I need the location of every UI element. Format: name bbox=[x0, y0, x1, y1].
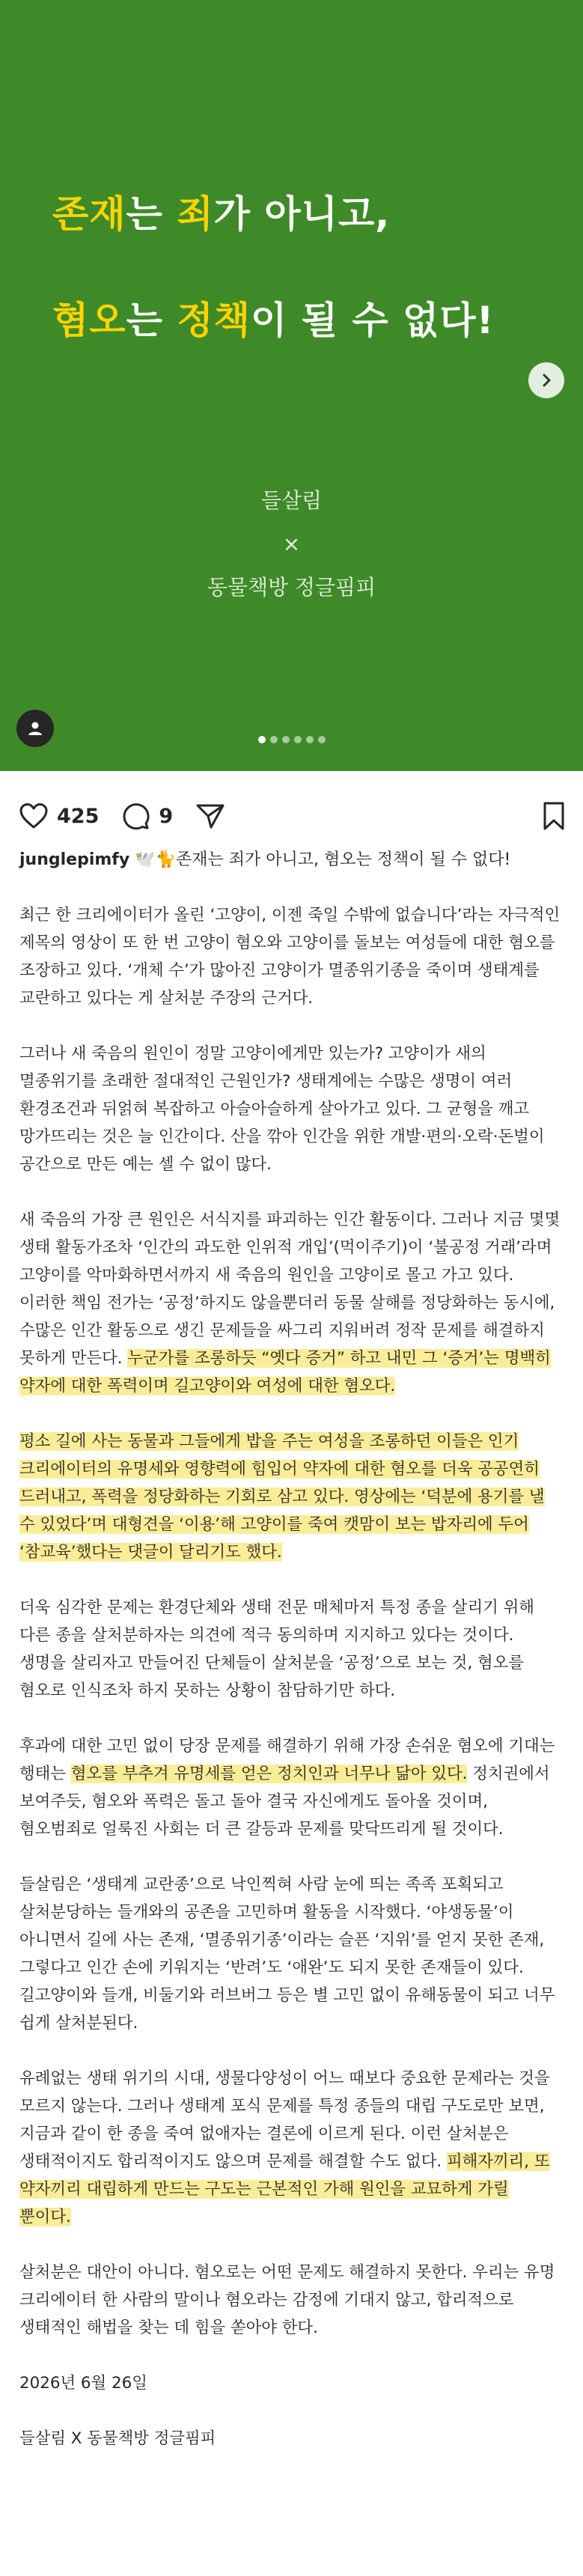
paragraph-text: 그러나 새 죽음의 원인이 정말 고양이에게만 있는가? 고양이가 새의 멸종위기를 초래한 절대적인 근원인가? 생태계에는 수많은 생명이 여러 환경조건과 뒤얽혀 복잡하고 아슬아슬하게 살아가고 있다. 그 균형을 깨고 망가뜨리는 것은 늘 인간이다. 산을 깎아 인간을 위한 개발·편의·오락·돈벌이 공간으로 만든 예는 셀 수 없이 많다. bbox=[19, 1044, 545, 1174]
slide-headline bbox=[52, 161, 546, 374]
headline-emphasis: 죄 bbox=[177, 192, 214, 236]
next-slide-button[interactable] bbox=[528, 362, 564, 398]
caption-emojis: 🕊️🐈 bbox=[135, 850, 176, 869]
headline-emphasis: 정책 bbox=[177, 299, 251, 342]
share-action[interactable] bbox=[195, 802, 225, 830]
paragraph-text: 새 죽음의 가장 큰 원인은 서식지를 파괴하는 인간 활동이다. 그러나 지금 몇몇 생태 활동가조차 ‘인간의 과도한 인위적 개입’(먹이주기)이 ‘불공정 거래’라며 고양이를 악마화하면서까지 새 죽음의 원인을 고양이로 몰고 가고 있다. 이러한 책임 전가는 ‘공정’하지도 않을뿐더러 동물 살해를 정당화하는 동시에, 수많은 인간 활동으로 생긴 문제들을 싸그리 지워버려 정작 문제를 해결하지 못하게 만든다. bbox=[19, 1211, 561, 1368]
headline-text: 가 아니고, bbox=[213, 192, 391, 236]
paragraph-text: 살처분은 대안이 아니다. 혐오로는 어떤 문제도 해결하지 못한다. 우리는 유명 크리에이터 한 사람의 말이나 혐오라는 감정에 기대지 않고, 합리적으로 생태적인 해법을 찾는 데 힘을 쏟아야 한다. bbox=[19, 2263, 555, 2337]
credit-org: 들살림 bbox=[260, 488, 323, 513]
headline-text: 는 bbox=[126, 299, 177, 342]
carousel-dot bbox=[282, 736, 290, 743]
caption-paragraph bbox=[19, 1871, 563, 2037]
caption-paragraph bbox=[19, 1428, 563, 1566]
caption-paragraph bbox=[19, 2259, 563, 2342]
highlighted-text: 피해자끼리, 또 약자끼리 대립하게 만드는 구도는 근본적인 가해 원인을 교묘하게 가릴 뿐이다. bbox=[19, 2152, 550, 2226]
paragraph-text: 유례없는 생태 위기의 시대, 생물다양성이 어느 때보다 중요한 문제라는 것을 모르지 않는다. 그러나 생태계 포식 문제를 특정 종들의 대립 구도로만 보면, 지금과 같이 한 종을 죽여 없애자는 결론에 이르게 된다. 이런 살처분은 생태적이지도 합리적이지도 않으며 문제를 해결할 수도 없다. bbox=[19, 2069, 550, 2171]
paragraph-text: 들살림은 ‘생태계 교란종’으로 낙인찍혀 사람 눈에 띄는 족족 포획되고 살처분당하는 들개와의 공존을 고민하며 활동을 시작했다. ‘야생동물’이 아니면서 길에 사는 존재, ‘멸종위기종’이라는 슬픈 ‘지위’를 얻지 못한 존재, 그렇다고 인간 손에 키워지는 ‘반려’도 ‘애완’도 되지 못한 존재들이 있다. 길고양이와 들개, 비둘기와 러브버그 등은 별 고민 없이 유해동물이 되고 너무 쉽게 살처분된다. bbox=[19, 1875, 555, 2033]
paragraph-text: 후과에 대한 고민 없이 당장 문제를 해결하기 위해 가장 손쉬운 혐오에 기대는 행태는 bbox=[19, 1737, 555, 1783]
like-count: 425 bbox=[57, 804, 100, 828]
paragraph-text: 최근 한 크리에이터가 올린 ‘고양이, 이젠 죽일 수밖에 없습니다’라는 자극적인 제목의 영상이 또 한 번 고양이 혐오와 고양이를 돌보는 여성들에 대한 혐오를 조장하고 있다. ‘개체 수’가 많아진 고양이가 멸종위기종을 죽이며 생태계를 교란하고 있다는 게 살처분 주장의 근거다. bbox=[19, 906, 561, 1008]
caption-paragraph bbox=[19, 1594, 563, 1705]
headline-line-2 bbox=[52, 267, 546, 374]
like-action[interactable] bbox=[19, 803, 121, 829]
slide-credit bbox=[0, 479, 583, 609]
bookmark-icon[interactable] bbox=[542, 801, 566, 831]
user-icon bbox=[26, 719, 44, 737]
heart-icon[interactable] bbox=[19, 803, 48, 829]
headline-text: 이 될 수 없다! bbox=[250, 299, 495, 342]
caption-date: 2026년 6월 26일 bbox=[19, 2374, 147, 2393]
paragraph-text: 더욱 심각한 문제는 환경단체와 생태 전문 매체마저 특정 종을 살리기 위해 다른 종을 살처분하자는 의견에 적극 동의하며 지지하고 있다는 것이다. 생명을 살리자고 만들어진 단체들이 살처분을 ‘공정’으로 보는 것, 혐오를 혐오로 인식조차 하지 못하는 상황이 참담하기만 하다. bbox=[19, 1598, 534, 1700]
caption-paragraph bbox=[19, 1206, 563, 1400]
caption-title: 존재는 죄가 아니고, 혐오는 정책이 될 수 없다! bbox=[176, 850, 511, 869]
post-action-bar bbox=[19, 795, 566, 837]
post-caption bbox=[19, 846, 563, 2480]
paragraph-text: 정치권에서 보여주듯, 혐오와 폭력은 돌고 돌아 결국 자신에게도 돌아올 것이며, 혐오범죄로 얼룩진 사회는 더 큰 갈등과 문제를 맞닥뜨리게 될 것이다. bbox=[19, 1764, 550, 1839]
comment-icon[interactable] bbox=[121, 802, 150, 830]
highlighted-text: 누군가를 조롱하듯 “옛다 증거” 하고 내민 그 ‘증거’는 명백히 약자에 대한 폭력이며 길고양이와 여성에 대한 혐오다. bbox=[19, 1349, 551, 1395]
highlighted-text: 혐오를 부추겨 유명세를 얻은 정치인과 너무나 닮아 있다. bbox=[70, 1764, 468, 1783]
carousel-dot bbox=[318, 736, 326, 743]
comment-action[interactable] bbox=[121, 802, 195, 830]
credit-partner: 동물책방 정글핌피 bbox=[207, 575, 376, 600]
comment-count: 9 bbox=[159, 804, 174, 828]
highlighted-text: 평소 길에 사는 동물과 그들에게 밥을 주는 여성을 조롱하던 이들은 인기 크리에이터의 유명세와 영향력에 힘입어 약자에 대한 혐오를 더욱 공공연히 드러내고, 폭력을 정당화하는 기회로 삼고 있다. 영상에는 ‘덕분에 용기를 낼 수 있었다’며 대형견을 ‘이용’해 고양이를 죽여 캣맘이 보는 밥자리에 두어 ‘참교육’했다는 댓글이 달리기도 했다. bbox=[19, 1432, 545, 1562]
caption-title-line bbox=[19, 846, 563, 874]
headline-text: 는 bbox=[126, 192, 177, 236]
caption-paragraph bbox=[19, 1040, 563, 1178]
credit-separator: × bbox=[282, 532, 301, 556]
caption-paragraph bbox=[19, 901, 563, 1012]
headline-emphasis: 존재 bbox=[52, 192, 126, 236]
carousel-dot bbox=[270, 736, 278, 743]
caption-signature: 들살림 X 동물책방 정글핌피 bbox=[19, 2429, 216, 2448]
username-link[interactable]: junglepimfy bbox=[19, 850, 130, 869]
carousel-dot bbox=[258, 736, 266, 743]
chevron-right-icon bbox=[538, 372, 555, 389]
send-icon[interactable] bbox=[195, 802, 225, 830]
carousel-indicator bbox=[0, 736, 583, 743]
headline-line-1 bbox=[52, 161, 546, 267]
post-image-slide[interactable] bbox=[0, 0, 583, 771]
carousel-dot bbox=[294, 736, 302, 743]
carousel-dot bbox=[306, 736, 314, 743]
caption-paragraph bbox=[19, 2065, 563, 2231]
headline-emphasis: 혐오 bbox=[52, 299, 126, 342]
save-action[interactable] bbox=[542, 801, 566, 831]
caption-body bbox=[19, 901, 563, 2342]
caption-paragraph bbox=[19, 1732, 563, 1843]
